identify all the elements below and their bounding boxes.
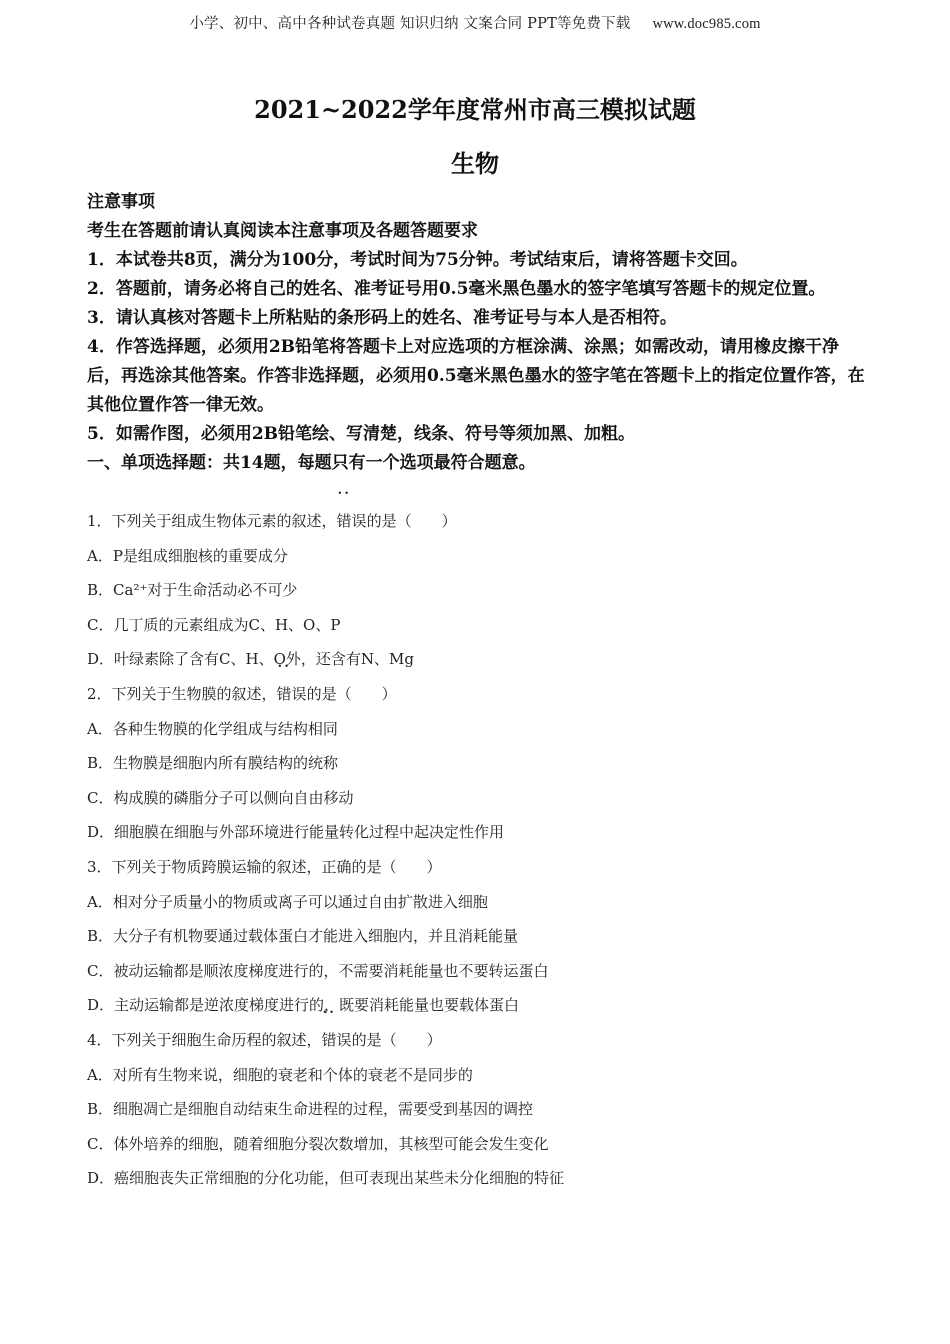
- question-4-option-d: D．癌细胞丧失正常细胞的分化功能，但可表现出某些未分化细胞的特征: [87, 1169, 565, 1188]
- question-4-option-c: C．体外培养的细胞，随着细胞分裂次数增加，其核型可能会发生变化: [87, 1134, 549, 1153]
- question-1-stem: 1．下列关于组成生物体元素的叙述，•• 错误的是（ ）: [87, 504, 867, 539]
- question-4-option-a: A．对所有生物来说，细胞的衰老和个体的衰老不是同步的: [87, 1065, 473, 1084]
- emphasis-mark: •• 错误: [277, 677, 307, 712]
- question-2-stem: 2．下列关于生物膜的叙述，•• 错误的是（ ）: [87, 677, 867, 712]
- question-3-stem: 3．下列关于物质跨膜运输的叙述，正确的是（ ）: [87, 857, 442, 876]
- notes-item-3: 3．请认真核对答题卡上所粘贴的条形码上的姓名、准考证号与本人是否相符。: [87, 308, 677, 328]
- notes-heading: 注意事项: [87, 192, 155, 212]
- notes-section: [87, 188, 867, 478]
- question-1-option-b: B．Ca²⁺对于生命活动必不可少: [87, 581, 298, 600]
- section-title: 一、单项选择题：共14题，每题只有一个选项最符合题意。: [87, 453, 536, 473]
- exam-subject: 生物: [451, 149, 499, 178]
- question-2-option-b: B．生物膜是细胞内所有膜结构的统称: [87, 754, 339, 773]
- question-3-option-d: D．主动运输都是逆浓度梯度进行的，既要消耗能量也要载体蛋白: [87, 996, 520, 1015]
- question-3-option-b: B．大分子有机物要通过载体蛋白才能进入细胞内，并且消耗能量: [87, 927, 519, 946]
- header-site-link[interactable]: www.doc985.com: [652, 16, 761, 32]
- emphasis-mark: •• 错误: [322, 1023, 352, 1058]
- question-1-option-c: C．几丁质的元素组成为C、H、O、P: [87, 615, 341, 634]
- question-1-option-d: D．叶绿素除了含有C、H、O外，还含有N、Mg: [87, 650, 414, 669]
- question-4-stem: 4．下列关于细胞生命历程的叙述，•• 错误的是（ ）: [87, 1023, 867, 1058]
- notes-item-5: 5．如需作图，必须用2B铅笔绘、写清楚，线条、符号等须加黑、加粗。: [87, 424, 636, 444]
- notes-intro: 考生在答题前请认真阅读本注意事项及各题答题要求: [87, 221, 478, 241]
- header-text: 小学、初中、高中各种试卷真题 知识归纳 文案合同 PPT等免费下载: [189, 16, 631, 32]
- notes-item-4: 4．作答选择题，必须用2B铅笔将答题卡上对应选项的方框涂满、涂黑；如需改动，请用橡皮擦干净后，再选涂其他答案。作答非选择题，必须用0.5毫米黑色墨水的签字笔在答题卡上的指定位置作答，在其他位置作答一律无效。: [87, 337, 865, 415]
- notes-item-1: 1．本试卷共8页，满分为100分，考试时间为75分钟。考试结束后，请将答题卡交回。: [87, 250, 748, 270]
- question-4-option-b: B．细胞凋亡是细胞自动结束生命进程的过程，需要受到基因的调控: [87, 1100, 534, 1119]
- question-2-option-c: C．构成膜的磷脂分子可以侧向自由移动: [87, 788, 354, 807]
- exam-title: 2021~2022学年度常州市高三模拟试题: [254, 95, 696, 124]
- emphasis-mark: •• 错误: [337, 504, 367, 539]
- question-1-option-a: A．P是组成细胞核的重要成分: [87, 546, 288, 565]
- questions-list: [87, 504, 867, 1196]
- question-2-option-a: A．各种生物膜的化学组成与结构相同: [87, 719, 338, 738]
- question-3-option-c: C．被动运输都是顺浓度梯度进行的，不需要消耗能量也不要转运蛋白: [87, 961, 549, 980]
- page-header: [0, 12, 950, 33]
- question-3-option-a: A．相对分子质量小的物质或离子可以通过自由扩散进入细胞: [87, 892, 488, 911]
- question-2-option-d: D．细胞膜在细胞与外部环境进行能量转化过程中起决定性作用: [87, 823, 505, 842]
- notes-item-2: 2．答题前，请务必将自己的姓名、准考证号用0.5毫米黑色墨水的签字笔填写答题卡的规定位置。: [87, 279, 826, 299]
